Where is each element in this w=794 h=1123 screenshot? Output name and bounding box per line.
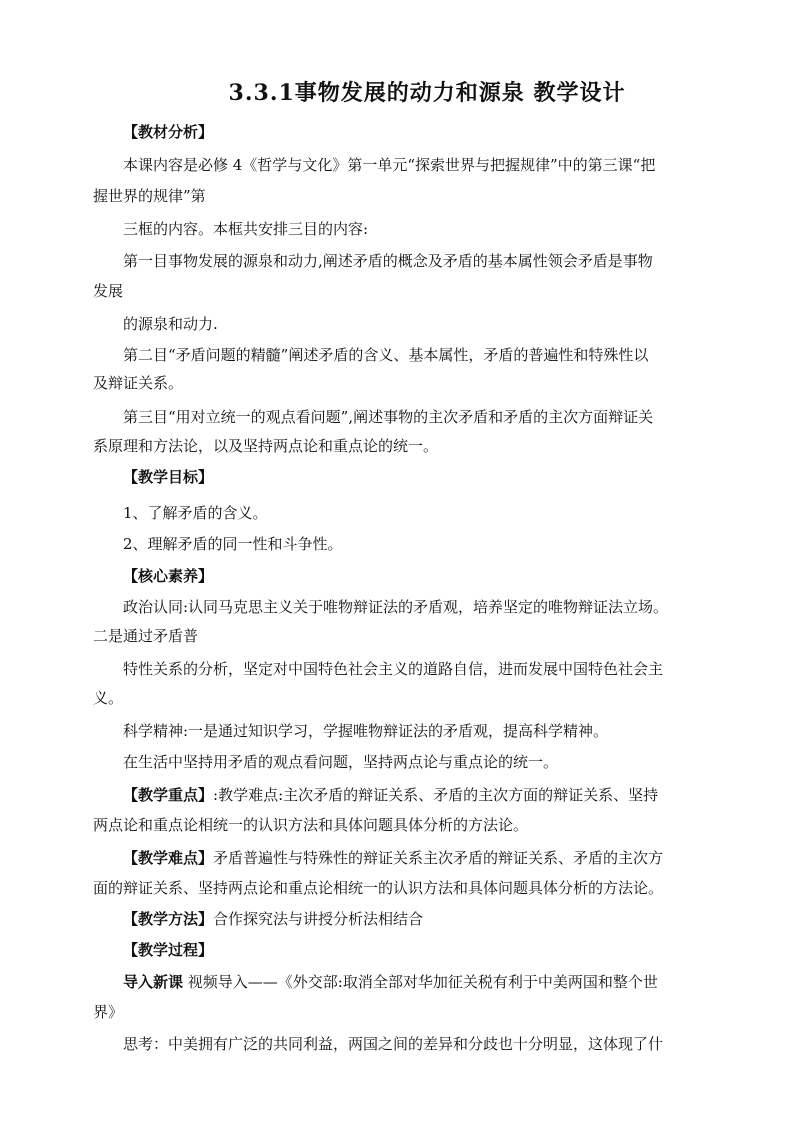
- paragraph-line: [123, 155, 743, 175]
- line-text: 第二目“矛盾问题的精髓”阐述矛盾的含义、基本属性，矛盾的普遍性和特殊性以: [123, 346, 649, 364]
- line-text: 科学精神:一是通过知识学习，学握唯物辩证法的矛盾观，提高科学精神。: [123, 722, 609, 740]
- line-text: 面的辩证关系、坚持两点论和重点论相统一的认识方法和具体问题具体分析的方法论。: [93, 879, 664, 897]
- paragraph-line: [123, 752, 743, 772]
- paragraph-line: [123, 219, 743, 239]
- paragraph-line: [93, 373, 713, 393]
- line-bold: 【教学难点】: [123, 849, 214, 867]
- line-text: 第三目“用对立统一的观点看问题”,阐述事物的主次矛盾和矛盾的主次方面辩证关: [123, 408, 654, 426]
- line-text: 两点论和重点论相统一的认识方法和具体问题具体分析的方法论。: [93, 816, 529, 834]
- paragraph-line: [93, 815, 713, 835]
- line-text: 矛盾普遍性与特殊性的辩证关系主次矛盾的辩证关系、矛盾的主次方: [213, 849, 664, 867]
- line-text: 界》: [93, 1003, 124, 1021]
- document-title: 3.3.1事物发展的动力和源泉 教学设计: [228, 80, 626, 106]
- line-text: 在生活中坚持用矛盾的观点看问题，坚持两点论与重点论的统一。: [123, 753, 559, 771]
- line-text: 三框的内容。本框共安排三目的内容:: [123, 220, 369, 238]
- line-text: 义。: [93, 689, 124, 707]
- paragraph-line: [123, 1034, 743, 1054]
- line-text: 视频导入——《外交部:取消全部对华加征关税有利于中美两国和整个世: [183, 973, 658, 991]
- section-heading: [123, 848, 743, 868]
- line-bold: 【教学重点】: [123, 786, 214, 804]
- paragraph-line: [93, 878, 713, 898]
- paragraph-line: [123, 721, 743, 741]
- line-text: 合作探究法与讲授分析法相结合: [213, 910, 424, 928]
- line-text: 的源泉和动力.: [123, 315, 218, 333]
- paragraph-line: [93, 436, 713, 456]
- section-heading: [123, 566, 743, 586]
- paragraph-line: [123, 407, 743, 427]
- line-text: 特性关系的分析，坚定对中国特色社会主义的道路自信，进而发展中国特色社会主: [123, 660, 664, 678]
- paragraph-line: [93, 186, 713, 206]
- paragraph-line: [93, 688, 713, 708]
- line-bold: 【教学目标】: [123, 468, 214, 486]
- line-text: 发展: [93, 282, 124, 300]
- paragraph-line: [93, 626, 713, 646]
- line-bold: 【教材分析】: [123, 123, 214, 141]
- line-text: 第一目事物发展的源泉和动力,阐述矛盾的概念及矛盾的基本属性领会矛盾是事物: [123, 252, 653, 270]
- paragraph-line: [123, 659, 743, 679]
- section-heading: [123, 785, 743, 805]
- line-text: 本课内容是必修 4《哲学与文化》第一单元“探索世界与把握规律”中的第三课“把: [123, 156, 656, 174]
- line-bold: 【核心素养】: [123, 567, 214, 585]
- paragraph-line: [123, 251, 743, 271]
- section-heading: [123, 467, 743, 487]
- line-text: 二是通过矛盾普: [93, 627, 199, 645]
- paragraph-line: [123, 534, 743, 554]
- line-text: 政治认同:认同马克思主义关于唯物辩证法的矛盾观，培养坚定的唯物辩证法立场。: [123, 598, 669, 616]
- section-heading: [123, 909, 743, 929]
- section-heading: [123, 122, 743, 142]
- paragraph-line: [123, 597, 743, 617]
- line-text: 2、理解矛盾的同一性和斗争性。: [123, 535, 343, 553]
- paragraph-line: [123, 314, 743, 334]
- line-bold: 【教学过程】: [123, 941, 214, 959]
- paragraph-line: [123, 503, 743, 523]
- paragraph-line: [93, 281, 713, 301]
- line-text: 思考：中美拥有广泛的共同利益，两国之间的差异和分歧也十分明显，这体现了什: [123, 1035, 664, 1053]
- line-bold: 【教学方法】: [123, 910, 214, 928]
- line-bold: 导入新课: [123, 973, 184, 991]
- line-text: 及辩证关系。: [93, 374, 184, 392]
- paragraph-line: [123, 972, 743, 992]
- line-text: 系原理和方法论，以及坚持两点论和重点论的统一。: [93, 437, 439, 455]
- section-heading: [123, 940, 743, 960]
- paragraph-line: [93, 1002, 713, 1022]
- line-text: 1、了解矛盾的含义。: [123, 504, 268, 522]
- line-text: 握世界的规律”第: [93, 187, 206, 205]
- line-text: :教学难点:主次矛盾的辩证关系、矛盾的主次方面的辩证关系、坚持: [213, 786, 659, 804]
- paragraph-line: [123, 345, 743, 365]
